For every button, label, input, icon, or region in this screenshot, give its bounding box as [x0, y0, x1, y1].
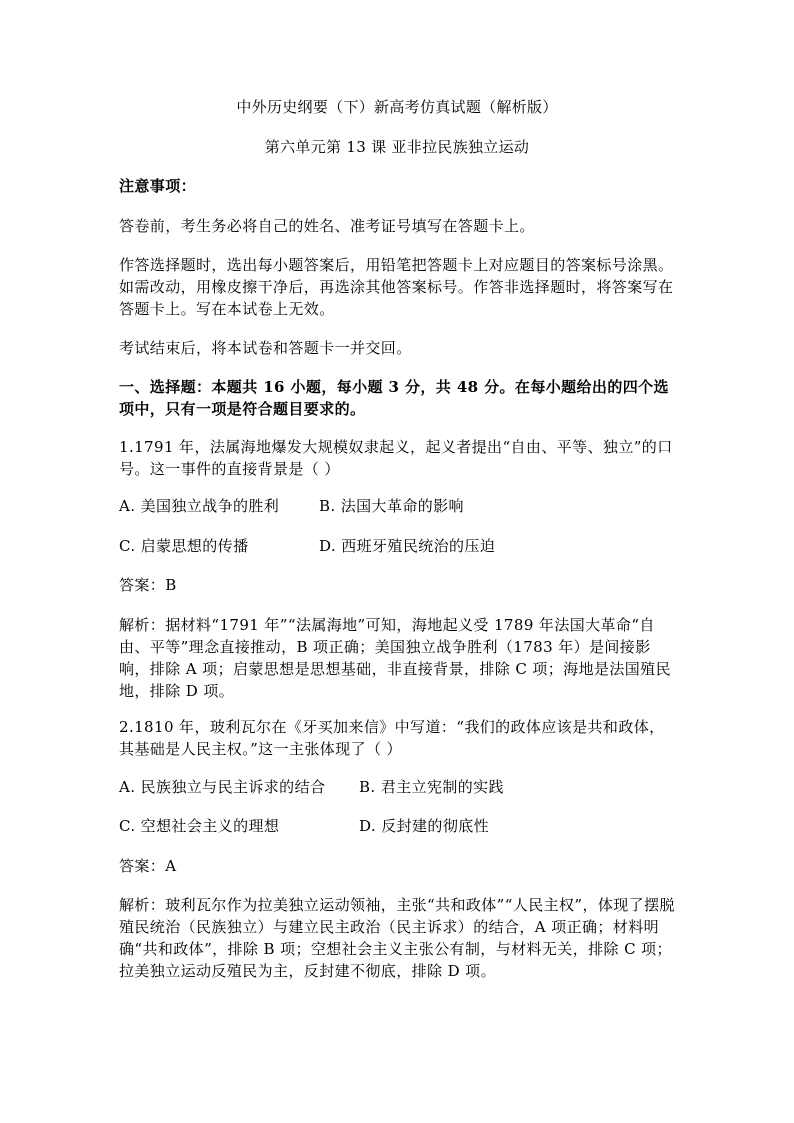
- question-option: C. 启蒙思想的传播: [119, 537, 249, 555]
- answer-text: 答案：A: [119, 857, 177, 875]
- document-title: 中外历史纲要（下）新高考仿真试题（解析版）: [236, 98, 558, 116]
- notice-item: 考试结束后，将本试卷和答题卡一并交回。: [119, 339, 412, 357]
- question-stem: 2.1810 年，玻利瓦尔在《牙买加来信》中写道：“我们的政体应该是共和政体，其基础是人民主权。”这一主张体现了（ ）: [119, 718, 665, 758]
- question-option: B. 君主立宪制的实践: [359, 778, 504, 796]
- notice-item: 答卷前，考生务必将自己的姓名、准考证号填写在答题卡上。: [119, 217, 535, 235]
- answer-text: 答案：B: [119, 576, 177, 594]
- question-stem: 1.1791 年，法属海地爆发大规模奴隶起义，起义者提出“自由、平等、独立”的口号。这一事件的直接背景是（ ）: [119, 438, 673, 478]
- analysis-text: 解析：玻利瓦尔作为拉美独立运动领袖，主张“共和政体”“人民主权”，体现了摆脱殖民统治（民族独立）与建立民主政治（民主诉求）的结合，A 项正确；材料明确“共和政体”，排除 B 项；空想社会主义主张公有制，与材料无关，排除 C 项；拉美独立运动反殖民为主，反封建不彻底，排除 D 项。: [119, 896, 675, 980]
- document-subtitle: 第六单元第 13 课 亚非拉民族独立运动: [264, 138, 530, 156]
- analysis-text: 解析：据材料“1791 年”“法属海地”可知，海地起义受 1789 年法国大革命“自由、平等”理念直接推动，B 项正确；美国独立战争胜利（1783 年）是间接影响，排除 A 项；启蒙思想是思想基础，非直接背景，排除 C 项；海地是法国殖民地，排除 D 项。: [119, 616, 671, 700]
- question-option: C. 空想社会主义的理想: [119, 817, 280, 835]
- question-option: A. 美国独立战争的胜利: [119, 497, 280, 515]
- question-option: A. 民族独立与民主诉求的结合: [119, 778, 326, 796]
- question-option: B. 法国大革命的影响: [319, 497, 464, 515]
- question-option: D. 西班牙殖民统治的压迫: [319, 537, 496, 555]
- notice-item: 作答选择题时，选出每小题答案后，用铅笔把答题卡上对应题目的答案标号涂黑。如需改动，用橡皮擦干净后，再选涂其他答案标号。作答非选择题时，将答案写在答题卡上。写在本试卷上无效。: [119, 256, 674, 318]
- section-heading: 一、选择题：本题共 16 小题，每小题 3 分，共 48 分。在每小题给出的四个选项中，只有一项是符合题目要求的。: [119, 378, 669, 418]
- notice-heading: 注意事项：: [119, 177, 197, 195]
- question-option: D. 反封建的彻底性: [359, 817, 490, 835]
